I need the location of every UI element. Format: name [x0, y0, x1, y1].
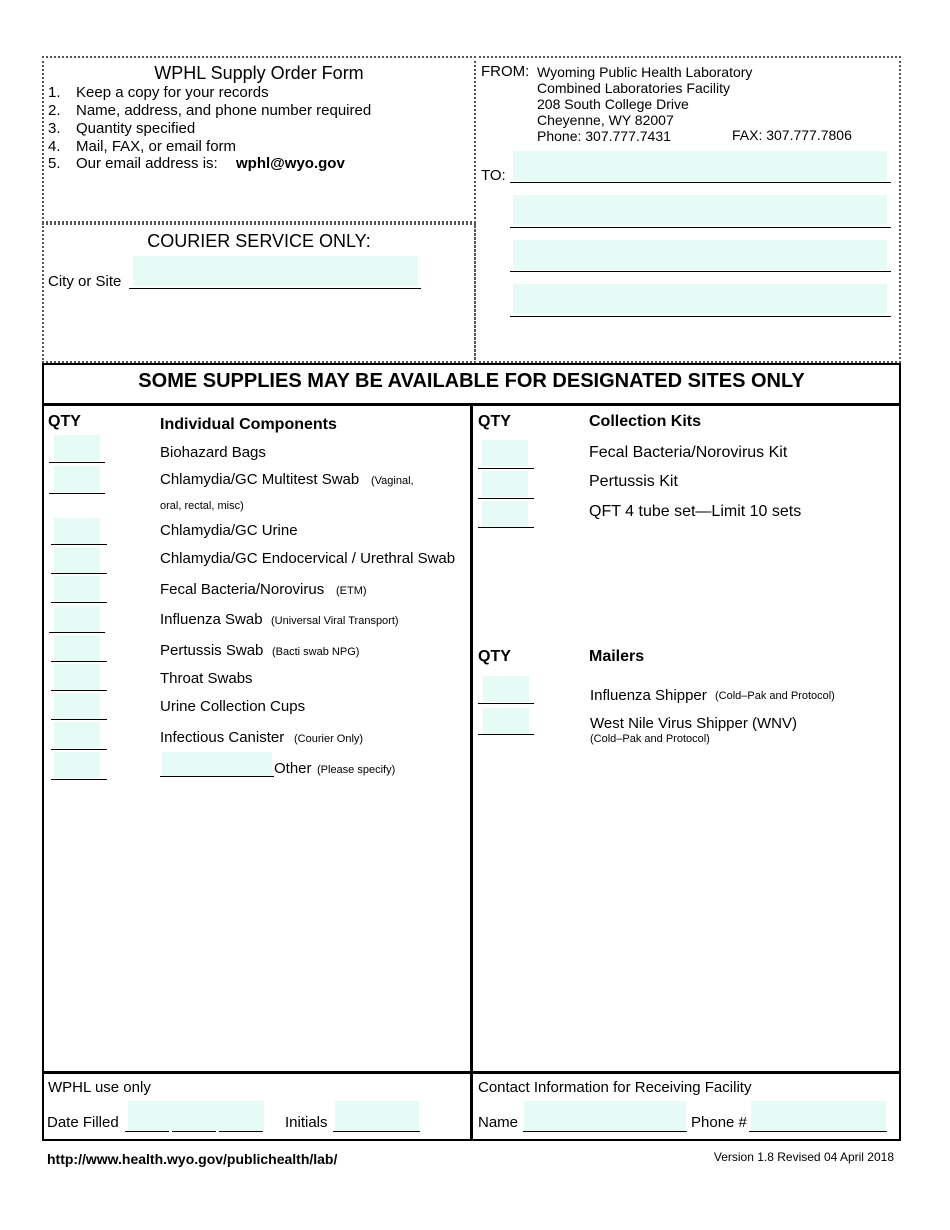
contact-phone-input[interactable]: [751, 1101, 886, 1131]
to-line-3-underline: [510, 271, 891, 272]
item-fecal-norovirus-note: (ETM): [336, 585, 367, 597]
banner-text: SOME SUPPLIES MAY BE AVAILABLE FOR DESIGNATED SITES ONLY: [138, 370, 805, 392]
from-line-2: Combined Laboratories Facility: [537, 80, 730, 96]
item-other-note: (Please specify): [317, 764, 396, 776]
city-site-label: City or Site: [48, 273, 122, 290]
qty-input-fecal-kit[interactable]: [482, 440, 528, 466]
date-day-underline: [172, 1131, 216, 1132]
from-phone: Phone: 307.777.7431: [537, 128, 671, 144]
item-multitest-swab-note: (Vaginal,: [371, 475, 414, 487]
to-line-2-underline: [510, 227, 891, 228]
qty-line: [51, 719, 107, 720]
item-pertussis-swab-note: (Bacti swab NPG): [272, 646, 360, 658]
item-chlamydia-urine: Chlamydia/GC Urine: [160, 522, 298, 539]
mailer-wnv-shipper-note: (Cold–Pak and Protocol): [590, 733, 710, 745]
form-title: WPHL Supply Order Form: [154, 63, 364, 83]
instruction-text-4: Mail, FAX, or email form: [76, 138, 237, 155]
item-biohazard-bags: Biohazard Bags: [160, 444, 266, 461]
mailers-qty-header: QTY: [478, 648, 511, 665]
from-label: FROM:: [481, 63, 530, 80]
qty-line: [49, 462, 105, 463]
from-line-4: Cheyenne, WY 82007: [537, 112, 674, 128]
wphl-use-only-label: WPHL use only: [48, 1079, 151, 1096]
other-specify-underline: [160, 776, 274, 777]
qty-line: [51, 544, 107, 545]
instruction-text-3: Quantity specified: [76, 120, 196, 137]
from-fax: FAX: 307.777.7806: [732, 127, 852, 143]
qty-line: [51, 779, 107, 780]
item-infectious-canister: Infectious Canister: [160, 729, 285, 746]
to-line-3-input[interactable]: [513, 240, 887, 270]
qty-line: [49, 493, 105, 494]
qty-line: [51, 749, 107, 750]
contact-phone-label: Phone #: [691, 1114, 747, 1131]
instruction-num-1: 1.: [48, 84, 61, 101]
mailer-influenza-shipper: Influenza Shipper: [590, 687, 707, 704]
to-label: TO:: [481, 167, 506, 184]
qty-input-endocervical[interactable]: [54, 547, 100, 573]
to-line-2-input[interactable]: [513, 195, 887, 225]
qty-line: [478, 703, 534, 704]
date-year-underline: [219, 1131, 263, 1132]
qty-input-fecal[interactable]: [54, 576, 100, 602]
instruction-text-2: Name, address, and phone number required: [76, 102, 372, 119]
item-influenza-swab: Influenza Swab: [160, 611, 263, 628]
qty-line: [49, 632, 105, 633]
version-text: Version 1.8 Revised 04 April 2018: [713, 1150, 894, 1164]
column-divider: [470, 404, 473, 1141]
qty-line: [51, 690, 107, 691]
qty-line: [478, 527, 534, 528]
individual-components-heading: Individual Components: [160, 416, 337, 433]
qty-line: [51, 573, 107, 574]
kit-pertussis: Pertussis Kit: [589, 473, 678, 490]
qty-line: [478, 468, 534, 469]
mailers-heading: Mailers: [589, 648, 645, 665]
mailer-influenza-shipper-note: (Cold–Pak and Protocol): [715, 690, 835, 702]
item-multitest-swab-note-cont: oral, rectal, misc): [160, 500, 244, 512]
date-month-underline: [125, 1131, 169, 1132]
qty-input-throat-swabs[interactable]: [54, 664, 100, 690]
contact-name-label: Name: [478, 1114, 519, 1131]
right-qty-header: QTY: [478, 413, 511, 430]
qty-input-other[interactable]: [54, 752, 100, 778]
qty-input-urine-cups[interactable]: [54, 693, 100, 719]
city-site-input[interactable]: [133, 256, 418, 286]
qty-line: [478, 734, 534, 735]
qty-input-infectious-canister[interactable]: [54, 722, 100, 748]
item-infectious-canister-note: (Courier Only): [294, 733, 364, 745]
qty-input-urine[interactable]: [54, 518, 100, 544]
qty-line: [51, 602, 107, 603]
to-line-4-underline: [510, 316, 891, 317]
qty-input-pertussis-kit[interactable]: [482, 471, 528, 497]
contact-phone-underline: [749, 1131, 887, 1132]
qty-input-influenza-swab[interactable]: [54, 606, 100, 632]
city-site-underline: [129, 288, 421, 289]
initials-underline: [333, 1131, 420, 1132]
date-filled-input[interactable]: [128, 1101, 264, 1131]
qty-input-multitest-swab[interactable]: [54, 466, 100, 492]
courier-title: COURIER SERVICE ONLY:: [147, 231, 371, 251]
instruction-num-5: 5.: [48, 155, 61, 172]
item-pertussis-swab: Pertussis Swab: [160, 642, 264, 659]
qty-input-influenza-shipper[interactable]: [483, 676, 529, 702]
kit-fecal-norovirus: Fecal Bacteria/Norovirus Kit: [589, 444, 788, 461]
to-line-4-input[interactable]: [513, 284, 887, 314]
email-address: wphl@wyo.gov: [236, 155, 345, 172]
to-line-1-input[interactable]: [513, 151, 887, 181]
item-fecal-norovirus: Fecal Bacteria/Norovirus: [160, 581, 325, 598]
to-line-1-underline: [510, 182, 891, 183]
item-throat-swabs: Throat Swabs: [160, 670, 253, 687]
instruction-num-2: 2.: [48, 102, 61, 119]
qty-input-biohazard[interactable]: [54, 435, 100, 461]
from-line-3: 208 South College Drive: [537, 96, 689, 112]
contact-info-heading: Contact Information for Receiving Facility: [478, 1079, 752, 1096]
initials-input[interactable]: [335, 1101, 419, 1131]
item-endocervical-swab: Chlamydia/GC Endocervical / Urethral Swab: [160, 550, 456, 567]
other-specify-input[interactable]: [162, 752, 272, 776]
item-influenza-swab-note: (Universal Viral Transport): [271, 615, 399, 627]
contact-name-input[interactable]: [524, 1101, 686, 1131]
instruction-num-4: 4.: [48, 138, 61, 155]
mailer-wnv-shipper: West Nile Virus Shipper (WNV): [590, 715, 797, 732]
date-filled-label: Date Filled: [47, 1114, 119, 1131]
collection-kits-heading: Collection Kits: [589, 413, 702, 430]
instruction-text-1: Keep a copy for your records: [76, 84, 269, 101]
item-urine-cups: Urine Collection Cups: [160, 698, 306, 715]
initials-label: Initials: [285, 1114, 328, 1131]
qty-input-qft-kit[interactable]: [482, 501, 528, 527]
left-qty-header: QTY: [48, 413, 81, 430]
instruction-num-3: 3.: [48, 120, 61, 137]
qty-line: [51, 661, 107, 662]
from-line-1: Wyoming Public Health Laboratory: [537, 64, 753, 80]
item-other: Other: [274, 760, 312, 777]
item-multitest-swab: Chlamydia/GC Multitest Swab: [160, 471, 360, 488]
qty-input-pertussis-swab[interactable]: [54, 635, 100, 661]
instruction-text-5: Our email address is:: [76, 155, 218, 172]
contact-name-underline: [523, 1131, 687, 1132]
kit-qft-tube-set: QFT 4 tube set—Limit 10 sets: [589, 503, 802, 520]
qty-line: [478, 498, 534, 499]
qty-input-wnv-shipper[interactable]: [483, 708, 529, 734]
lab-website-url[interactable]: http://www.health.wyo.gov/publichealth/lab/: [47, 1151, 338, 1167]
